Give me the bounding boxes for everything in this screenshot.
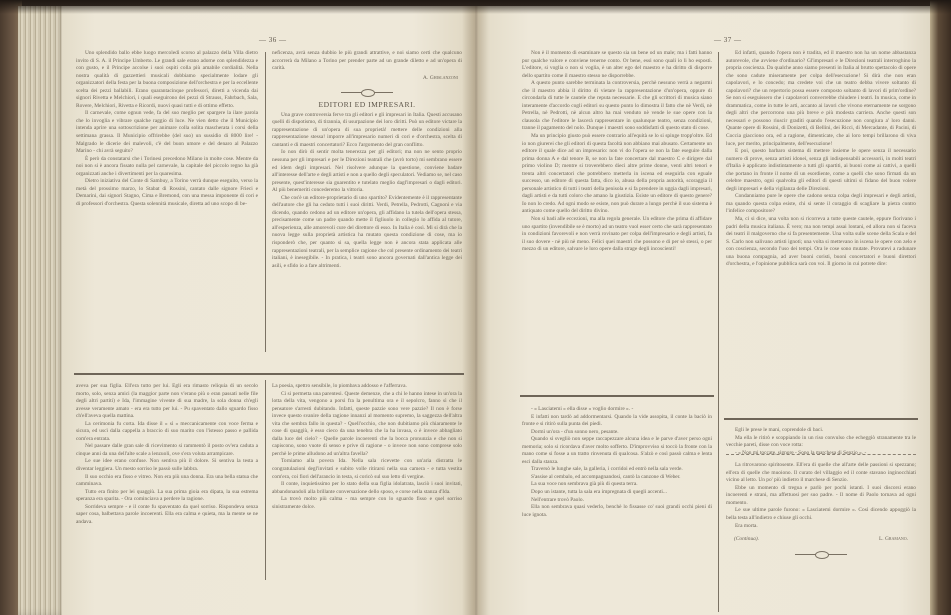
paragraph: Ma un principio giusto può essere contrario all'equità se lo si spinge tropp'oltre. Ed io non giurerei che gli editori di questa facoltà non abbiano mai abusato. Certamente un editore il quale dice ad un impresario: non vi do l'opera se non la fate eseguire dalla prima donna A e dal tenore B, se non la fate concertare dal maestro C e dirigere dal primo violino D; mentre si troverebbero dieci altre prime donne, venti altri tenori e trenta altri concertatori che potrebbero metterla in iscena ed eseguirla con eguale successo, un editore di questa fatta, dico io, abusa della propria autorità, scoraggia il personale artistico di tutti i teatri della penisola e si fa prendere in uggia dagli impresari, dagli artisti e da tutti coloro che amano la giustizia. Esiste un editore di questo genere? Io non lo credo. Ad ogni modo se esiste, non può durare a lungo perchè il suo sistema è antiquato come quello del diritto divino. [522,133,712,215]
paragraph: Ma ella le ritirò e scoppiando in un riso convulso che echeggiò stranamente tra le vecchie pareti, disse con voce rotta: [726,434,916,449]
paragraph: Dopo un istante, tutta la sala era impregnata di quegli accenti... [531,489,667,496]
paragraph: Ebbe un momento di tregua e parlò per pochi istanti. I suoi discorsi erano incoerenti e strani, ma affettuosi per suo padre. - Il nome di Paolo tornava ad ogni momento. [726,484,916,506]
ornament-divider-icon [341,89,393,95]
section-rule [520,395,714,397]
column-divider [718,52,719,612]
left-page-col2-top [272,50,462,270]
paragraph: Che cos'è un editore-proprietario di uno spartito? Evidentemente è il rappresentante dell'autore che gli ha ceduto tutti i suoi diritti. Verdi, Petrella, Pedrotti, Cagnoni e via dicendo, quando cedono ad un editore un'opera, gli affidano la tutela dell'opera stessa, precisamente come un padre quando mette il figliuolo in collegio lo affida al tutore, all'esperienza, alle amorevoli cure del direttore di esso. In Italia è così. Mi si dirà che la nuova legge sulla proprietà artistica ha mutato questa condizione di cose, ma io risponderò che, per quanto si sa, quella legge non è ancora stata applicata alle rappresentazioni teatrali, per la semplice ragione che col presente ordinamento dei teatri italiani, è inesegibile. - In pratica, i teatri sono ancora governati dall'antica legge dei asili, e sfido io a fare altrimenti. [272,194,462,269]
right-cover-edge [930,0,951,615]
paragraph: S'assise al cembalo, ed accompagnandosi, cantò la canzone di Weber. [531,473,681,480]
paragraph: neficenza, avrà senza dubbio le più grandi attrattive, e noi siamo certi che qualcuno accorrerà da Milano a Torino per prender parte ad un grande diletto e ad un'opera di carità. [272,50,462,72]
paragraph: Non è il momento di esaminare se questo sia un bene od un male; ma i fatti hanno pur qualche valore e conviene tenerne conto. Or bene, essi sono quali io li ho esposti. L'editore, si voglia o non si voglia, è un alter ego del maestro e ha diritto di disporre dello spartito come il maestro stesso ne disporrebbe. [522,50,712,79]
page-number-right: — 37 — [714,36,742,44]
paragraph: E infatti non tardò ad addormentarsi. Quando la vide assopita, il conte la baciò in fronte e si ritirò sulla punta dei piedi. [522,413,712,428]
right-page-col1-bottom [522,406,712,519]
paragraph: La sua voce non sembrava già più di questa terra. [531,481,638,488]
section-rule [74,373,464,375]
paragraph: Dormì un'ora - d'un sonno nero, pesante. [531,428,619,435]
paragraph: Quando si svegliò non seppe raccapezzare alcuna idea e le parve d'aver perso ogni memoria; solo si ricordava d'aver molto sofferto. D'improvviso si toccò la fronte con la mano come si fosse a un tratto rinvenuta di qualcosa. S'alzò e così passò calma e lenta esci dalla stanza. [522,436,712,465]
author-signature: L. Gramano. [878,536,908,543]
left-page-col1-bottom [76,383,258,526]
top-shadow [0,0,951,14]
paragraph: La ritrovarono spiritosente. Ell'era di quelle che all'arte delle passioni si spezzano; ell'era di quelle che muoiono. Il curato del villaggio ed il conte stavano inginocchiati vicino al letto. Un po' più indietro il marchese di Senzio. [726,462,916,484]
paragraph: Condanniamo pure le opere che cadono senza colpa degli impresari e degli artisti, ma quando questa colpa esiste, chi si sente il coraggio di scagliare la pietra contro l'infelice compositore? [726,193,916,215]
paragraph: Il carnevale, come ognun vede, fa del suo meglio per spargere la ilare parola che lo invoglia e vibrare qualche raggio di luce. Ne vien detto che il Municipio intenda aprire una sottoscrizione per animare colla solita mascherata i corsi della settimana grassa. Il Municipio offrirebbe (del suo) un sussidio di 8000 lire! - Malgrado le dicerie dei malevoli, c'è del buon umore e del denaro al Palazzo Marino - chi avrà seguito? [76,110,258,155]
paragraph: La cerimonia fu corta. Ida disse il « sì » meccanicamente con voce ferma e sicura, ed uscì dalla cappella a braccio di suo marito con l'istesso passo e pallida com'era entrata. [76,420,258,442]
paragraph: Ci si permetta una parentesi. Queste demenze, che a chi le hanno intese in un'ora la lotta della vita, vengono a porsi fra la penultima ora e il sepolcro, fanno sì che il pensatore s'arresti dubitando. Infatti, queste pazzie sono vere pazzie? Il non è forse invece questo svanire della ragione innanzi al momento supremo, la saggezza dell'altra vita che sembra fallo in questa? - Quell'occhio, che non dubitiamo più chiaramente le cose di quaggiù, è esso cieco da una tenebra che la ha invasa, o è invece abbagliato dalla luce del cielo? - Quelle parole incoerenti che la bocca pronunzia e che non si capiscono, sono vuote di senso e prive di ragione - o invece non sono comprese solo perchè le prime alludono ad un'altra favella? [272,390,462,457]
column-divider [265,52,266,352]
right-page-col1-top [522,50,712,254]
continued-label: (Continua). [734,536,760,543]
paragraph: Non si badi alle eccezioni, ma alla regola generale. Un editore che prima di affidare uno spartito (invendibile se è morto) ad un teatro vuol esser certo che sarà rappresentato in condizioni favorevoli e non verrà rovinato per colpa dell'impresario e degli artisti, fa il suo dovere - nè più nè meno. Felici quei maestri che possono e di per sè stessi, o per mezzo di un editore, salvare le loro opere dalla strage degli incoscienti! [522,216,712,253]
article-heading: EDITORI ED IMPRESARI. [318,100,416,110]
paragraph: Sorrideva sempre - e il conte fu spaventato da quel sorriso. Rispondeva senza saper cosa, balbettava parole incoerenti. Ella era calma e quieta, ma la mente se ne andava. [76,503,258,525]
paragraph: Le sue ultime parole furono: « Lasciatemi dormire ». Così dicendo appoggiò la bella testa all'indietro e chiuse gli occhi. [726,507,916,522]
paragraph: Egli le prese le mani, coprendole di baci. [735,427,824,433]
paragraph: Nel passare dalle gran sale di ricevimento si rammentò il posto ov'era caduta a cinque anni da una dell'alte scale a lenzuoli, ove s'era voluta arrampicare. [76,443,258,457]
right-page [474,6,936,615]
dotted-separator [726,454,916,455]
paragraph: E poi, questo barbaro sistema di mettere insieme le opere senza il necessario numero di prove, senza artisti idonei, senza gli indispensabili accessorii, in molti teatri d'Italia è applicato indistintamente a tutti gli spartiti, ai buoni come ai cattivi, a quelli che portano in fronte il nome di un esordiente, come a quelli che sono firmati da un celebre maestro, ogni qualvolta gli editori di questi ultimi si fidano del buon volere degli impresari e della vigilanza delle Direzioni. [726,148,916,192]
paragraph: La poesia, spettro sensibile, lo piombava addosso e l'afferrava. [272,383,407,389]
paragraph: È però da constatarsi che i Torinesi precedono Milano in molte cose. Mentre da noi non si è ancora fissato nulla pel carnevale, la capitale del piccolo regno ha già organizzati anche i divertimenti per la quaresima. [76,155,258,177]
paragraph: - « Lasciatemi » ella disse « voglio dormire ». - [531,406,634,412]
paragraph: Nell'entrare trovò Paolo. [531,496,584,503]
right-page-col2-top [726,50,916,269]
article-signature: A. Ghislanzoni [422,74,458,81]
paragraph: Dietro iniziativa del Conte di Sambuy, a Torino verrà dunque eseguito, verso la metà del prossimo marzo, lo Stabat di Rossini, cantato dalle signore Frieci e Demarini, dai signori Stagno, Cima e Bremond, con una messa imponente di cori e di professori d'orchestra. Questa solennità musicale, diretta ad uno scopo di be- [76,178,258,207]
left-page [62,6,474,615]
paragraph: Ed infatti, quando l'opera non è tradita, ed il maestro non ha un nome abbastanza autorevole, che avviene d'ordinario? Gl'impresari e le Direzioni teatrali interroghino la propria coscienza. Da qualche anno siamo presenti in Italia al brutto spettacolo di opere che sono cadute miseramente per colpa dell'esecuzione! Si dirà che non eran capolavori, e lo concedo; ma credete voi che un teatro debba vivere soltanto di capolavori? che un repertorio possa essere composto soltanto di lavori di prim'ordine? Se non si eseguissero che i capolavori converrebbe chiudere i teatri. In musica, come in drammatica, come in tutte le arti, accanto ai lavori che vivono eternamente ne sorgono degli altri che percorrono una più breve e più modesta carriera. Anche questi son necessari e possono riuscir graditi quando l'esecuzione non congiura a' loro danni. Quante opere di Rossini, di Donizetti, di Bellini, dei Ricci, di Mercadante, di Pacini, di Coccia giacciono ora, ed a ragione, dimenticate, che ai loro tempi brillarono di viva luce, per merito, principalmente, dell'esecuzione! [726,50,916,147]
paragraph: Torniamo alla povera Ida. Nella sala ricevette con un'aria distratta le congratulazioni degl'invitati e subito volle ritirarsi nella sua camera - e tutta vestita com'era, coi fiori dell'arancio in testa, si coricò sul suo letto di vergine. [272,458,462,480]
section-rule [724,418,918,420]
paragraph: Una grave controversia ferve tra gli editori e gli impresari in Italia. Questi accusano quelli di dispotismo, di tirannia, di usurpazione dei loro diritti. Può un editore victare la rappresentazione di un'opera di sua proprietà! mettere delle condizioni alla rappresentazione stessa! imporre all'impresario numeri di cori e d'orchestra, scelta di cantanti e di maestri concertatori? Ecco l'argomento del gran conflitto. [272,111,462,148]
paragraph: La trovò molto più calma - ma sempre con lo sguardo fisso e quel sorriso sinistramente dolce. [272,496,462,510]
book-gutter [462,6,490,615]
paragraph: A questo punto sarebbe terminata la controversia, perchè nessuno verrà a negarmi che il maestro abbia il diritto di vietare la rappresentazione d'un'opera, oppure di circondarla di tutte le cautele che reputa necessarie. E che gli scrittori di musica siano interamente d'accordo cogli editori su questo punto lo dimostra il fatto che nè Verdi, nè Petrella, nè Pedrotti, nè alcun altro ha mai venduto nè vende le sue opere con la clausola che l'editore le lascerà rappresentare in qualunque teatro, senza condizioni, tranne il pagamento del nolo. Dunque i maestri sono soddisfatti di questo stato di cose. [522,80,712,132]
paragraph: Ella non sembrava quasi vederlo, benchè lo fissasse co' suoi grandi occhi pieni di luce ignota. [522,504,712,518]
paragraph: Traversò le lunghe sale, la galleria, i corridoi ed entrò nella sala verde. [531,466,683,473]
paragraph: Il suo occhio era fisso e vitreo. Non era più una donna. Era una bella statua che camminava. [76,473,258,488]
paragraph: Uno splendido ballo ebbe luogo mercoledì scorso al palazzo della Villa dietro invito di S. A. il Principe Umberto. Le grandi sale erano adorne con splendidezza e con gusto, e il Principe accolse i suoi ospiti colla più amabile cordialità. Nella nostra qualità di gazzettieri musicali dobbiamo specialmente lodare gli organizzatori della festa per la buona composizione dell'orchestra e per la eccellente scelta dei pezzi ballabili. Erano quarantacinque professori, diretti a vicenda dai signori Rivetta e Melchiori, i quali eseguirono dei pezzi di Strauss, Fahrbach, Sala, Rovere, Melchiori, Rivetta e Ricordi, nuovi quasi tutti e di ottimo effetto. [76,50,258,109]
paragraph: Era morta. [735,522,758,529]
left-page-stack [18,6,68,615]
column-divider [265,380,266,580]
paragraph: Tutto era finito per lei quaggiù. La sua prima gioia era dipata, la sua estrema speranza era sparita. - Ora cominciava a perdere la ragione. [76,488,258,503]
ornament-divider-icon [795,551,847,557]
paragraph: aveva per sua figlia. Ell'era tutto per lui. Egli era rimasto reliquia di un secolo morto, solo, senza amici (la maggior parte non v'erano più o eran passati nelle file degli altri partiti) e Ida, l'immagine vivente di sua madre, la sola donna ch'egli avesse veramente amato - era era tutto per lui. - Pu spaventato dallo sguardo fisso ch'ell'aveva quella mattina. [76,383,258,420]
paragraph: - « Non mi toccate, signore - Sono la marchesa di Senzio ». - [735,449,867,456]
paragraph: Le sue idee erano confuse. Non sentiva più il dolore. Si sentiva la testa a diventar leggiera. Un mesto sorriso le passò sulle labbra. [76,458,258,473]
paragraph: Ma, ci si dice, una volta non si ricorreva a tutte queste cautele, eppure fiorivano i padri della musica italiana. È vero; ma non tempi assai lontani, ed allora non si faceva dei teatri il malgoverno che si fa presentemente. Una volta sulle scene della Scala e del S. Carlo non salivano artisti ignoti; una volta si mettevano in iscena le opere con zelo e con coscienza, secondo l'uso dei tempi. Ora le cose sono mutate. Provatevi a radunare una buona compagnia, ad aver buoni coristi, buoni concertatori e buoni direttori d'orchestra, e l'opinione pubblica sarà con voi. Il giorno in cui potrete dire: [726,216,916,268]
left-page-col2-bottom [272,383,462,511]
right-page-col2-bottom [726,427,916,563]
left-page-col1-top [76,50,258,208]
article-footer [726,536,916,544]
paragraph: Io non dirò di sentir molta tenerezza per gli editori; ma non ne sento proprio nessuna per gli impresari e per le Direzioni teatrali che (avrò torto) mi sembrano essere ed idem degli impresari. Nel risolvere adunque la questione, conviene badare all'interesse dell'arte e degli artisti e non a quello degli speculatori. Vediamo se, nel caso presente, quest'interesse sia guarentito e tutelato meglio dagl'impresari o dagli editori. Al più benemeriti concederemo la vittoria. [272,149,462,194]
page-number-left: — 36 — [259,36,287,44]
paragraph: Il conte, inquietissimo per lo stato della sua figlia idolatrata, lasciò i suoi invitati, abbandonandoli alla brillante conversazione dello sposo, e corse nella stanza d'Ida. [272,481,462,495]
